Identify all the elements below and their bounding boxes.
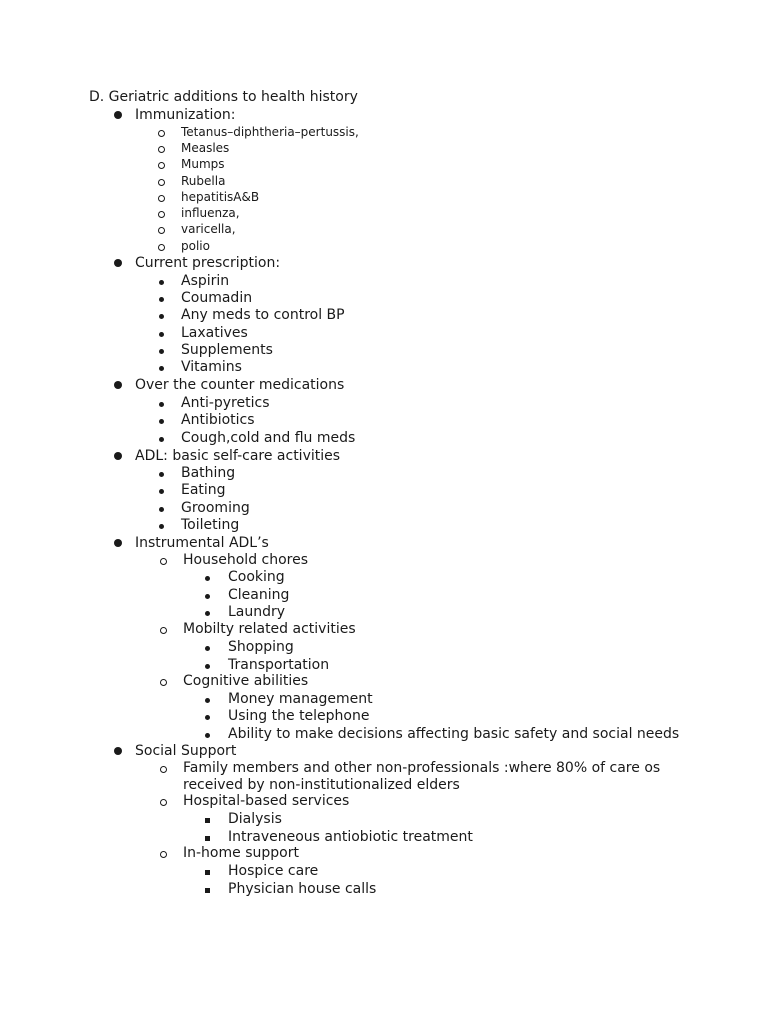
bullet-icon: [205, 733, 210, 738]
circle-bullet-icon: [160, 679, 167, 686]
bullet-icon: [159, 280, 164, 285]
bullet-icon: [114, 539, 122, 547]
bullet-icon: [205, 698, 210, 703]
bullet-icon: [159, 402, 164, 407]
circle-bullet-icon: [158, 146, 165, 153]
bullet-icon: [159, 507, 164, 512]
bullet-icon: [159, 419, 164, 424]
bullet-icon: [114, 111, 122, 119]
document-page: D. Geriatric additions to health history Immunization: Tetanus–diphtheria–pertussis, Measles Mumps Rubella hepatitisA&B influenza, varicella, polio Current prescription: Aspirin Coumadin Any meds to control BP Laxatives Supplements Vitamins Over the counter medications Anti-pyretics Antibiotics Cough,cold and flu meds ADL: basic self-care activities Bathing Eating Grooming Toileting Instrumental ADL’s Household chores Cooking Cleaning Laundry Mobilty related activities Shopping Transportation Cognitive abilities Money management Using the telephone Ability to make decisions affecting basic safety and social needs Social Support Family members and other non-professionals :where 80% of care os received by non-institutionalized elders Hospital-based services Dialysis Intraveneous antiobiotic treatment In-home support Hospice care Physician house calls: [89, 89, 680, 897]
square-bullet-icon: [205, 888, 210, 893]
bullet-icon: [205, 664, 210, 669]
circle-bullet-icon: [158, 195, 165, 202]
bullet-icon: [159, 349, 164, 354]
bullet-icon: [205, 646, 210, 651]
bullet-icon: [159, 472, 164, 477]
circle-bullet-icon: [158, 211, 165, 218]
bullet-icon: [205, 576, 210, 581]
circle-bullet-icon: [160, 627, 167, 634]
circle-bullet-icon: [160, 766, 167, 773]
bullet-icon: [159, 297, 164, 302]
circle-bullet-icon: [158, 162, 165, 169]
bullet-icon: [205, 594, 210, 599]
bullet-icon: [205, 715, 210, 720]
bullet-icon: [159, 314, 164, 319]
circle-bullet-icon: [158, 227, 165, 234]
circle-bullet-icon: [160, 558, 167, 565]
circle-bullet-icon: [160, 851, 167, 858]
bullet-icon: [159, 524, 164, 529]
circle-bullet-icon: [158, 179, 165, 186]
section-heading: D. Geriatric additions to health history: [89, 89, 358, 105]
circle-bullet-icon: [158, 130, 165, 137]
square-bullet-icon: [205, 836, 210, 841]
bullet-icon: [159, 489, 164, 494]
circle-bullet-icon: [158, 244, 165, 251]
bullet-icon: [205, 611, 210, 616]
square-bullet-icon: [205, 818, 210, 823]
bullet-icon: [114, 259, 122, 267]
bullet-icon: [114, 452, 122, 460]
square-bullet-icon: [205, 870, 210, 875]
circle-bullet-icon: [160, 799, 167, 806]
bullet-icon: [159, 332, 164, 337]
bullet-icon: [114, 381, 122, 389]
bullet-icon: [159, 366, 164, 371]
bullet-icon: [114, 747, 122, 755]
bullet-icon: [159, 437, 164, 442]
